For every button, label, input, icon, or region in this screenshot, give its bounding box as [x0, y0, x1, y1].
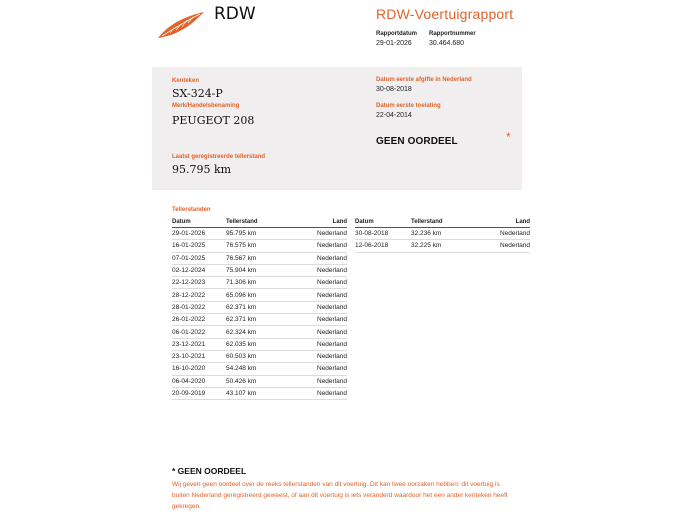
cell-reading: 43.107 km: [226, 387, 286, 399]
last-odometer-label: Laatst geregistreerde tellerstand: [172, 154, 266, 160]
report-title: RDW-Voertuigrapport: [376, 6, 514, 22]
table-header-row: [172, 217, 347, 228]
cell-country: Nederland: [286, 240, 347, 252]
odometer-table-left: [172, 217, 347, 400]
table-row: [172, 326, 347, 338]
table-row: [172, 363, 347, 375]
odometer-table-right: [355, 217, 530, 253]
cell-country: Nederland: [286, 326, 347, 338]
cell-reading: 62.371 km: [226, 301, 286, 313]
cell-country: Nederland: [286, 228, 347, 240]
cell-date: 30-08-2018: [355, 228, 411, 240]
cell-country: Nederland: [471, 240, 530, 252]
cell-date: 23-12-2021: [172, 338, 226, 350]
first-registration-nl-label: Datum eerste afgifte in Nederland: [376, 77, 472, 83]
cell-reading: 76.567 km: [226, 252, 286, 264]
cell-country: Nederland: [286, 338, 347, 350]
cell-date: 23-10-2021: [172, 350, 226, 362]
table-row: [172, 240, 347, 252]
footnote-text: Wij geven geen oordeel over de reeks tellerstanden van dit voertuig. Dit kan twee oorzaken hebben: dit voertuig is buiten Nederland geregistreerd geweest, of aan dit voertuig is iets veranderd waardoor het een ander kenteken heeft gekregen.: [172, 481, 508, 510]
cell-reading: 32.225 km: [411, 240, 471, 252]
cell-country: Nederland: [286, 252, 347, 264]
cell-date: 12-06-2018: [355, 240, 411, 252]
cell-reading: 62.324 km: [226, 326, 286, 338]
cell-country: Nederland: [286, 375, 347, 387]
cell-date: 20-09-2019: [172, 387, 226, 399]
make-label: Merk/Handelsbenaming: [172, 103, 240, 109]
cell-date: 02-12-2024: [172, 264, 226, 276]
cell-reading: 32.236 km: [411, 228, 471, 240]
table-row: [172, 350, 347, 362]
table-row: [172, 289, 347, 301]
cell-date: 06-01-2022: [172, 326, 226, 338]
cell-date: 16-10-2020: [172, 363, 226, 375]
table-header-row: [355, 217, 530, 228]
table-row: [355, 228, 530, 240]
cell-reading: 50.426 km: [226, 375, 286, 387]
cell-country: Nederland: [286, 363, 347, 375]
column-header-country: Land: [471, 217, 530, 228]
cell-date: 28-12-2022: [172, 289, 226, 301]
first-admission-label: Datum eerste toelating: [376, 103, 441, 109]
cell-reading: 65.096 km: [226, 289, 286, 301]
cell-reading: 62.035 km: [226, 338, 286, 350]
cell-country: Nederland: [286, 387, 347, 399]
cell-country: Nederland: [286, 264, 347, 276]
report-number-label: Rapportnummer: [429, 31, 476, 37]
first-registration-nl-value: 30-08-2018: [376, 86, 412, 93]
last-odometer-value: 95.795 km: [172, 163, 232, 176]
cell-country: Nederland: [286, 350, 347, 362]
verdict: GEEN OORDEEL: [376, 136, 458, 147]
cell-date: 22-12-2023: [172, 277, 226, 289]
cell-country: Nederland: [471, 228, 530, 240]
cell-reading: 62.371 km: [226, 314, 286, 326]
column-header-date: Datum: [355, 217, 411, 228]
table-row: [172, 375, 347, 387]
report-date-label: Rapportdatum: [376, 31, 417, 37]
table-row: [172, 277, 347, 289]
cell-reading: 60.503 km: [226, 350, 286, 362]
column-header-reading: Tellerstand: [411, 217, 471, 228]
first-admission-value: 22-04-2014: [376, 112, 412, 119]
table-row: [172, 314, 347, 326]
cell-date: 07-01-2025: [172, 252, 226, 264]
cell-date: 06-04-2020: [172, 375, 226, 387]
table-row: [355, 240, 530, 252]
table-row: [172, 338, 347, 350]
table-row: [172, 301, 347, 313]
cell-reading: 95.795 km: [226, 228, 286, 240]
table-row: [172, 387, 347, 399]
cell-country: Nederland: [286, 301, 347, 313]
verdict-footnote-mark: *: [506, 130, 511, 144]
report-number: 30.464.680: [429, 40, 465, 47]
cell-country: Nederland: [286, 289, 347, 301]
cell-reading: 75.904 km: [226, 264, 286, 276]
odometer-section-title: Tellerstanden: [172, 207, 211, 213]
cell-date: 26-01-2022: [172, 314, 226, 326]
table-row: [172, 228, 347, 240]
footnote-title: * GEEN OORDEEL: [172, 466, 247, 476]
cell-date: 28-01-2022: [172, 301, 226, 313]
cell-reading: 76.575 km: [226, 240, 286, 252]
cell-country: Nederland: [286, 277, 347, 289]
plate-value: SX-324-P: [172, 87, 223, 100]
column-header-date: Datum: [172, 217, 226, 228]
table-row: [172, 264, 347, 276]
logo-text: RDW: [214, 4, 256, 24]
plate-label: Kenteken: [172, 78, 200, 84]
column-header-country: Land: [286, 217, 347, 228]
cell-reading: 71.306 km: [226, 277, 286, 289]
report-date: 29-01-2026: [376, 40, 412, 47]
table-row: [172, 252, 347, 264]
cell-date: 16-01-2025: [172, 240, 226, 252]
cell-country: Nederland: [286, 314, 347, 326]
feather-icon: [156, 8, 206, 40]
cell-reading: 54.248 km: [226, 363, 286, 375]
column-header-reading: Tellerstand: [226, 217, 286, 228]
cell-date: 29-01-2026: [172, 228, 226, 240]
make-value: PEUGEOT 208: [172, 114, 255, 127]
